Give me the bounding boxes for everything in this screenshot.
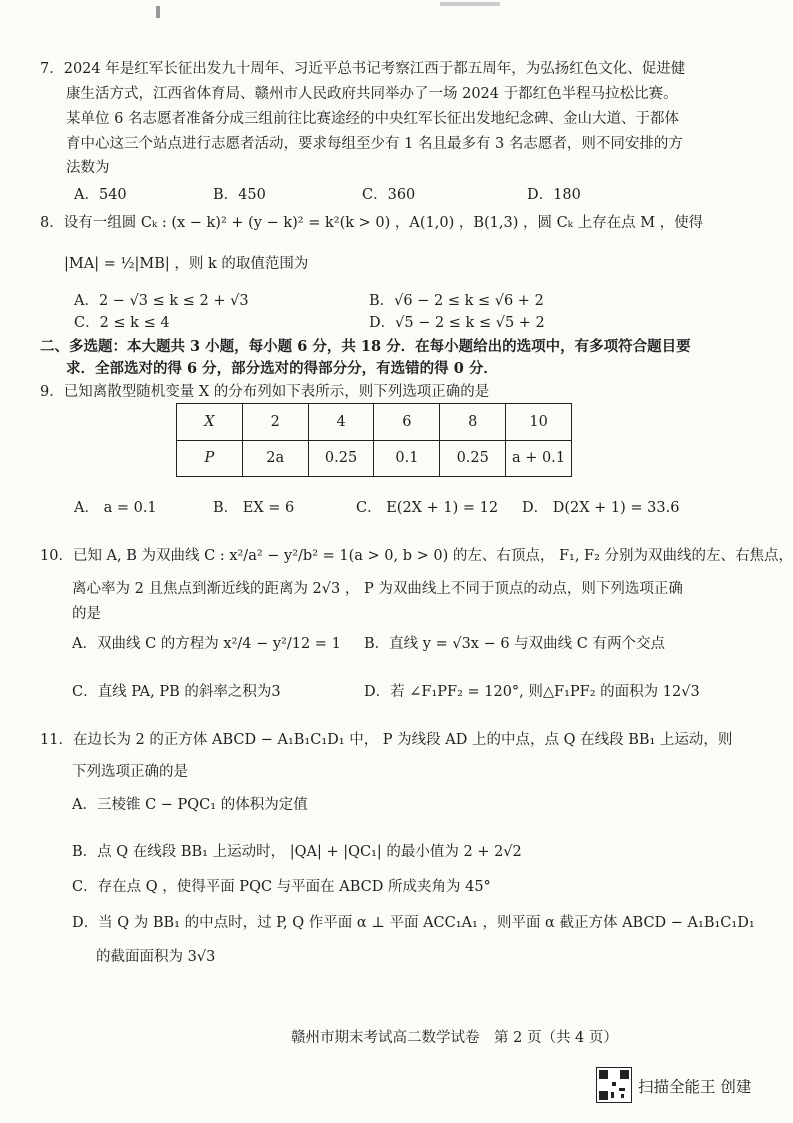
q8-line: |MA| = ½|MB| ，则 k 的取值范围为 bbox=[64, 256, 309, 272]
q7-option-c: C．360 bbox=[362, 187, 416, 203]
q8-option-b: B．√6 − 2 ≤ k ≤ √6 + 2 bbox=[369, 293, 544, 309]
table-cell: 0.1 bbox=[374, 440, 440, 477]
q11-line: 11．在边长为 2 的正方体 ABCD − A₁B₁C₁D₁ 中， P 为线段 AD 上的中点，点 Q 在线段 BB₁ 上运动，则 bbox=[40, 732, 733, 748]
q9-option-a: A． a = 0.1 bbox=[74, 500, 157, 516]
q10-option-a: A．双曲线 C 的方程为 x²/4 − y²/12 = 1 bbox=[72, 636, 341, 652]
q11-option-d-cont: 的截面面积为 3√3 bbox=[96, 949, 216, 965]
q7-line: 育中心这三个站点进行志愿者活动，要求每组至少有 1 名且最多有 3 名志愿者，则不同安排的方 bbox=[66, 136, 683, 152]
scan-artifact bbox=[156, 6, 160, 18]
q10-option-c: C．直线 PA, PB 的斜率之积为3 bbox=[72, 684, 281, 700]
section-heading: 求．全部选对的得 6 分，部分选对的得部分分，有选错的得 0 分． bbox=[66, 360, 498, 377]
q11-option-a: A．三棱锥 C − PQC₁ 的体积为定值 bbox=[72, 797, 308, 813]
table-cell: 4 bbox=[308, 404, 374, 441]
table-cell: X bbox=[177, 404, 243, 441]
table-row bbox=[177, 404, 572, 441]
q9-line: 9．已知离散型随机变量 X 的分布列如下表所示，则下列选项正确的是 bbox=[40, 384, 490, 400]
q9-option-b: B． EX = 6 bbox=[213, 500, 295, 516]
q8-line: 8．设有一组圆 Cₖ : (x − k)² + (y − k)² = k²(k > 0) ，A(1,0) ，B(1,3) ，圆 Cₖ 上存在点 M ，使得 bbox=[40, 215, 704, 231]
table-cell: 6 bbox=[374, 404, 440, 441]
q7-option-d: D．180 bbox=[527, 187, 581, 203]
q10-option-b: B．直线 y = √3x − 6 与双曲线 C 有两个交点 bbox=[364, 636, 665, 652]
q9-option-c: C． E(2X + 1) = 12 bbox=[356, 500, 499, 516]
q10-line: 离心率为 2 且焦点到渐近线的距离为 2√3 ， P 为双曲线上不同于顶点的动点，则下列选项正确 bbox=[72, 581, 683, 597]
q10-line: 的是 bbox=[72, 606, 101, 622]
q11-option-c: C．存在点 Q ，使得平面 PQC 与平面在 ABCD 所成夹角为 45° bbox=[72, 879, 491, 895]
table-cell: 2a bbox=[242, 440, 308, 477]
q11-option-d: D．当 Q 为 BB₁ 的中点时，过 P, Q 作平面 α ⊥ 平面 ACC₁A₁ ，则平面 α 截正方体 ABCD − A₁B₁C₁D₁ bbox=[72, 915, 755, 931]
distribution-table bbox=[176, 403, 572, 477]
table-cell: 8 bbox=[440, 404, 506, 441]
scanner-watermark: 扫描全能王 创建 bbox=[638, 1078, 752, 1096]
table-cell: 10 bbox=[506, 404, 572, 441]
q11-line: 下列选项正确的是 bbox=[72, 764, 188, 780]
scan-artifact bbox=[440, 2, 500, 6]
q7-line: 某单位 6 名志愿者准备分成三组前往比赛途经的中央红军长征出发地纪念碑、金山大道、于都体 bbox=[66, 111, 679, 127]
table-cell: 0.25 bbox=[308, 440, 374, 477]
q8-option-d: D．√5 − 2 ≤ k ≤ √5 + 2 bbox=[369, 315, 545, 331]
section-heading: 二、多选题：本大题共 3 小题，每小题 6 分，共 18 分．在每小题给出的选项中，有多项符合题目要 bbox=[40, 338, 691, 355]
table-cell: P bbox=[177, 440, 243, 477]
q7-option-b: B．450 bbox=[213, 187, 266, 203]
table-cell: a + 0.1 bbox=[506, 440, 572, 477]
q8-option-a: A．2 − √3 ≤ k ≤ 2 + √3 bbox=[74, 293, 249, 309]
q10-option-d: D．若 ∠F₁PF₂ = 120°, 则△F₁PF₂ 的面积为 12√3 bbox=[364, 684, 700, 700]
table-row bbox=[177, 440, 572, 477]
page-footer: 赣州市期末考试高二数学试卷 第 2 页（共 4 页） bbox=[291, 1030, 618, 1046]
q9-option-d: D． D(2X + 1) = 33.6 bbox=[522, 500, 680, 516]
q7-line: 7．2024 年是红军长征出发九十周年、习近平总书记考察江西于都五周年，为弘扬红色文化、促进健 bbox=[40, 61, 686, 77]
q7-line: 康生活方式，江西省体育局、赣州市人民政府共同举办了一场 2024 于都红色半程马拉松比赛。 bbox=[66, 86, 678, 102]
q7-line: 法数为 bbox=[66, 160, 110, 176]
qr-code-icon bbox=[596, 1067, 632, 1103]
q11-option-b: B．点 Q 在线段 BB₁ 上运动时， |QA| + |QC₁| 的最小值为 2 + 2√2 bbox=[72, 844, 522, 860]
q8-option-c: C．2 ≤ k ≤ 4 bbox=[74, 315, 170, 331]
table-cell: 0.25 bbox=[440, 440, 506, 477]
q7-option-a: A．540 bbox=[74, 187, 127, 203]
table-cell: 2 bbox=[242, 404, 308, 441]
q10-line: 10．已知 A, B 为双曲线 C : x²/a² − y²/b² = 1(a > 0, b > 0) 的左、右顶点， F₁, F₂ 分别为双曲线的左、右焦点， bbox=[40, 548, 793, 564]
